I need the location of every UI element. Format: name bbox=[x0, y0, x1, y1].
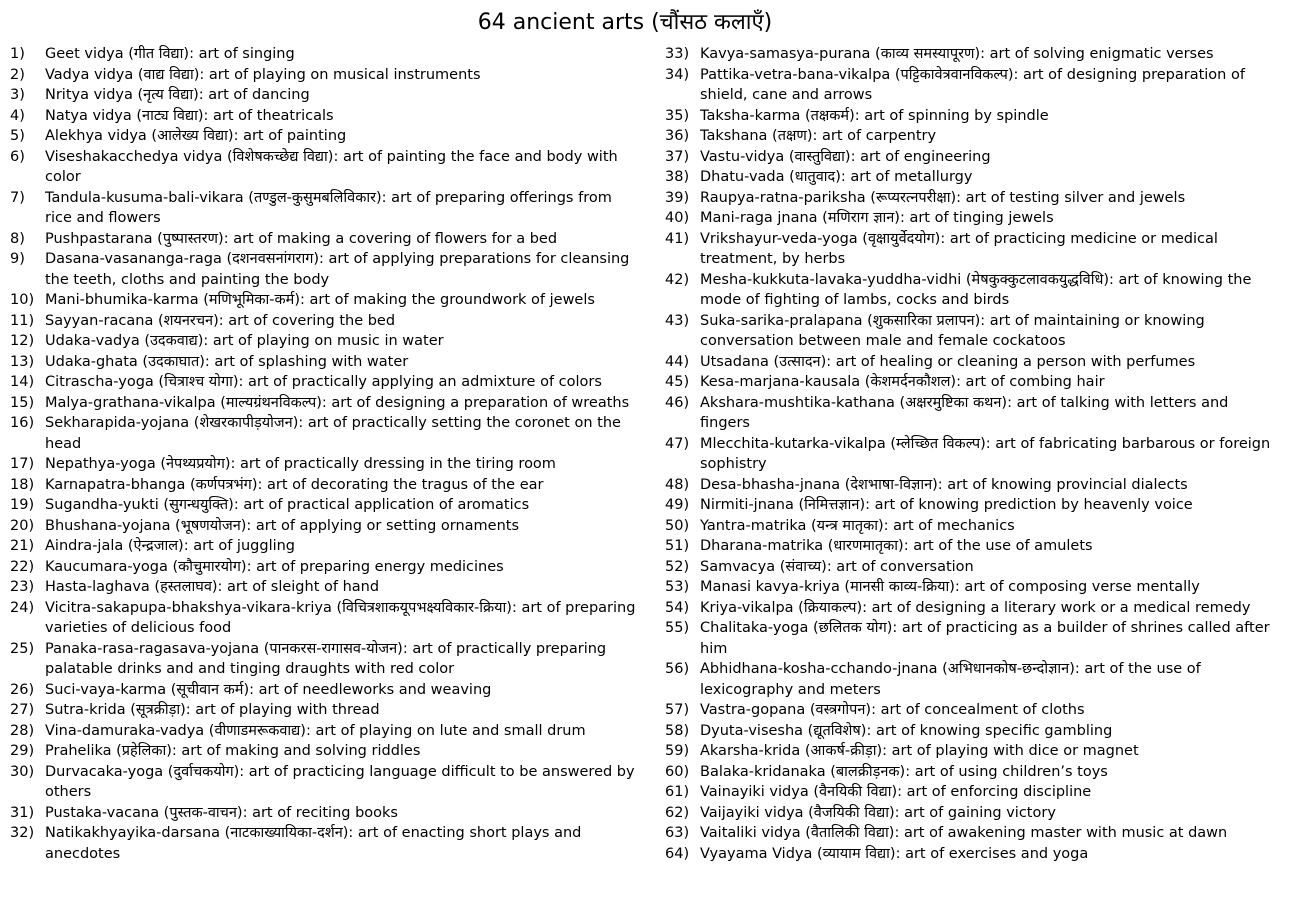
item-number: 50) bbox=[665, 517, 690, 534]
list-item bbox=[665, 782, 1280, 803]
item-number: 39) bbox=[665, 189, 690, 206]
item-number: 41) bbox=[665, 230, 690, 247]
list-item bbox=[665, 434, 1280, 475]
arts-list-left-column bbox=[10, 44, 640, 864]
list-item bbox=[10, 65, 640, 86]
item-text: Suka-sarika-pralapana (शुकसारिका प्रलापन): art of maintaining or knowing conversation between male and female cockatoos bbox=[700, 312, 1205, 349]
list-item bbox=[10, 454, 640, 475]
item-number: 56) bbox=[665, 661, 690, 677]
item-text: Dharana-matrika (धारणमातृका): art of the use of amulets bbox=[700, 538, 1093, 554]
item-text: Balaka-kridanaka (बालक्रीड़नक): art of using children’s toys bbox=[700, 763, 1108, 780]
item-number: 12) bbox=[10, 333, 35, 349]
item-text: Panaka-rasa-ragasava-yojana (पानकरस-रागासव-योजन): art of practically preparing palatable drinks and and tinging draughts with red color bbox=[45, 640, 607, 677]
item-number: 36) bbox=[665, 128, 690, 144]
list-item bbox=[10, 639, 640, 680]
item-number: 48) bbox=[665, 476, 690, 493]
item-text: Nritya vidya (नृत्य विद्या): art of dancing bbox=[45, 87, 310, 103]
item-number: 23) bbox=[10, 579, 35, 595]
list-item bbox=[10, 188, 640, 229]
item-number: 3) bbox=[10, 87, 25, 103]
list-item bbox=[10, 823, 640, 864]
list-item bbox=[665, 208, 1280, 229]
item-number: 26) bbox=[10, 681, 35, 698]
item-text: Dhatu-vada (धातुवाद): art of metallurgy bbox=[700, 169, 973, 185]
item-number: 19) bbox=[10, 497, 35, 513]
list-item bbox=[665, 659, 1280, 700]
list-item bbox=[665, 741, 1280, 762]
item-number: 44) bbox=[665, 353, 690, 370]
item-text: Yantra-matrika (यन्त्र मातृका): art of mechanics bbox=[700, 517, 1015, 534]
list-item bbox=[665, 126, 1280, 147]
list-item bbox=[10, 475, 640, 496]
item-number: 6) bbox=[10, 148, 25, 165]
item-text: Mani-raga jnana (मणिराग ज्ञान): art of tinging jewels bbox=[700, 210, 1054, 226]
item-number: 25) bbox=[10, 640, 35, 657]
list-item bbox=[665, 44, 1280, 65]
list-item bbox=[10, 44, 640, 65]
item-text: Desa-bhasha-jnana (देशभाषा-विज्ञान): art of knowing provincial dialects bbox=[700, 476, 1188, 493]
list-item bbox=[665, 188, 1280, 209]
item-number: 11) bbox=[10, 312, 35, 329]
list-item bbox=[10, 311, 640, 332]
list-item bbox=[665, 270, 1280, 311]
item-number: 57) bbox=[665, 702, 690, 718]
item-text: Pustaka-vacana (पुस्तक-वाचन): art of reciting books bbox=[45, 804, 398, 821]
item-text: Vina-damuraka-vadya (वीणाडमरूकवाद्य): art of playing on lute and small drum bbox=[45, 722, 586, 739]
item-text: Abhidhana-kosha-cchando-jnana (अभिधानकोष-छन्दोज्ञान): art of the use of lexicography and meters bbox=[700, 661, 1201, 698]
item-text: Vastu-vidya (वास्तुविद्या): art of engineering bbox=[700, 148, 991, 165]
item-text: Nirmiti-jnana (निमित्तज्ञान): art of knowing prediction by heavenly voice bbox=[700, 497, 1193, 513]
item-text: Sugandha-yukti (सुगन्धयुक्ति): art of practical application of aromatics bbox=[45, 497, 530, 513]
list-item bbox=[665, 844, 1280, 865]
item-number: 4) bbox=[10, 107, 25, 124]
item-text: Vaitaliki vidya (वैतालिकी विद्या): art of awakening master with music at dawn bbox=[700, 825, 1228, 841]
list-item bbox=[10, 85, 640, 106]
list-item bbox=[10, 700, 640, 721]
item-text: Kavya-samasya-purana (काव्य समस्यापूरण): art of solving enigmatic verses bbox=[700, 46, 1214, 62]
item-text: Vyayama Vidya (व्यायाम विद्या): art of exercises and yoga bbox=[700, 845, 1089, 862]
item-number: 5) bbox=[10, 128, 25, 144]
list-item bbox=[665, 700, 1280, 721]
item-text: Kaucumara-yoga (कौचुमारयोग): art of preparing energy medicines bbox=[45, 558, 504, 575]
item-number: 59) bbox=[665, 743, 690, 759]
item-number: 15) bbox=[10, 394, 35, 411]
item-text: Vrikshayur-veda-yoga (वृक्षायुर्वेदयोग): art of practicing medicine or medical treatment, by herbs bbox=[700, 230, 1218, 267]
item-number: 16) bbox=[10, 415, 35, 431]
item-text: Taksha-karma (तक्षकर्म): art of spinning by spindle bbox=[700, 107, 1049, 124]
item-text: Mlecchita-kutarka-vikalpa (म्लेच्छित विकल्प): art of fabricating barbarous or foreign sophistry bbox=[700, 435, 1271, 472]
list-item bbox=[665, 393, 1280, 434]
list-item bbox=[10, 598, 640, 639]
item-number: 21) bbox=[10, 538, 35, 554]
list-item bbox=[10, 495, 640, 516]
item-text: Takshana (तक्षण): art of carpentry bbox=[700, 128, 937, 144]
item-number: 14) bbox=[10, 374, 35, 390]
item-text: Mesha-kukkuta-lavaka-yuddha-vidhi (मेषकुक्कुटलावकयुद्धविधि): art of knowing the mode of fighting of lambs, cocks and birds bbox=[700, 271, 1252, 308]
item-text: Geet vidya (गीत विद्या): art of singing bbox=[45, 46, 295, 62]
item-number: 8) bbox=[10, 230, 25, 247]
item-text: Vaijayiki vidya (वैजयिकी विद्या): art of gaining victory bbox=[700, 804, 1056, 821]
list-item bbox=[665, 311, 1280, 352]
item-text: Kriya-vikalpa (क्रियाकल्प): art of designing a literary work or a medical remedy bbox=[700, 599, 1251, 616]
item-text: Dyuta-visesha (द्यूतविशेष): art of knowing specific gambling bbox=[700, 722, 1113, 739]
item-number: 2) bbox=[10, 66, 25, 83]
list-item bbox=[10, 229, 640, 250]
item-text: Samvacya (संवाच्य): art of conversation bbox=[700, 558, 974, 575]
item-number: 62) bbox=[665, 804, 690, 821]
item-number: 55) bbox=[665, 620, 690, 636]
list-item bbox=[665, 106, 1280, 127]
item-text: Aindra-jala (ऐन्द्रजाल): art of juggling bbox=[45, 538, 296, 554]
item-number: 61) bbox=[665, 784, 690, 800]
item-number: 10) bbox=[10, 292, 35, 308]
item-number: 47) bbox=[665, 435, 690, 452]
list-item bbox=[10, 393, 640, 414]
list-item bbox=[665, 229, 1280, 270]
item-text: Hasta-laghava (हस्तलाघव): art of sleight of hand bbox=[45, 579, 380, 595]
item-text: Akarsha-krida (आकर्ष-क्रीड़ा): art of playing with dice or magnet bbox=[700, 743, 1139, 759]
item-number: 7) bbox=[10, 189, 25, 206]
item-text: Raupya-ratna-pariksha (रूप्यरत्नपरीक्षा): art of testing silver and jewels bbox=[700, 189, 1186, 206]
list-item bbox=[10, 680, 640, 701]
item-number: 32) bbox=[10, 825, 35, 841]
item-text: Dasana-vasananga-raga (दशनवसनांगराग): art of applying preparations for cleansing the teeth, cloths and painting the body bbox=[45, 251, 630, 288]
item-text: Bhushana-yojana (भूषणयोजन): art of applying or setting ornaments bbox=[45, 517, 520, 534]
list-item bbox=[10, 352, 640, 373]
item-number: 54) bbox=[665, 599, 690, 616]
item-number: 40) bbox=[665, 210, 690, 226]
item-number: 38) bbox=[665, 169, 690, 185]
item-number: 35) bbox=[665, 107, 690, 124]
item-text: Pattika-vetra-bana-vikalpa (पट्टिकावेत्रवानविकल्प): art of designing preparation of shield, cane and arrows bbox=[700, 66, 1245, 103]
item-text: Sayyan-racana (शयनरचन): art of covering the bed bbox=[45, 312, 396, 329]
list-item bbox=[665, 803, 1280, 824]
item-number: 43) bbox=[665, 312, 690, 329]
item-number: 64) bbox=[665, 845, 690, 862]
item-number: 34) bbox=[665, 66, 690, 83]
list-item bbox=[10, 106, 640, 127]
item-text: Natikakhyayika-darsana (नाटकाख्यायिका-दर्शन): art of enacting short plays and anecdotes bbox=[45, 825, 582, 862]
item-number: 30) bbox=[10, 763, 35, 780]
item-number: 13) bbox=[10, 353, 35, 370]
item-text: Udaka-vadya (उदकवाद्य): art of playing on music in water bbox=[45, 333, 444, 349]
item-number: 27) bbox=[10, 702, 35, 718]
list-item bbox=[10, 803, 640, 824]
item-text: Nepathya-yoga (नेपथ्यप्रयोग): art of practically dressing in the tiring room bbox=[45, 456, 556, 472]
list-item bbox=[665, 372, 1280, 393]
item-text: Tandula-kusuma-bali-vikara (तण्डुल-कुसुमबलिविकार): art of preparing offerings from rice and flowers bbox=[45, 189, 612, 226]
item-text: Suci-vaya-karma (सूचीवान कर्म): art of needleworks and weaving bbox=[45, 681, 492, 698]
item-text: Kesa-marjana-kausala (केशमर्दनकौशल): art of combing hair bbox=[700, 374, 1105, 390]
item-text: Manasi kavya-kriya (मानसी काव्य-क्रिया): art of composing verse mentally bbox=[700, 579, 1200, 595]
list-item bbox=[10, 413, 640, 454]
list-item bbox=[10, 372, 640, 393]
list-item bbox=[10, 331, 640, 352]
item-number: 31) bbox=[10, 804, 35, 821]
list-item bbox=[10, 126, 640, 147]
list-item bbox=[665, 762, 1280, 783]
list-item bbox=[665, 598, 1280, 619]
list-item bbox=[665, 577, 1280, 598]
item-text: Malya-grathana-vikalpa (माल्यग्रंथनविकल्प): art of designing a preparation of wreaths bbox=[45, 394, 630, 411]
item-text: Viseshakacchedya vidya (विशेषकच्छेद्य विद्या): art of painting the face and body with color bbox=[45, 148, 618, 185]
list-item bbox=[665, 167, 1280, 188]
item-text: Alekhya vidya (आलेख्य विद्या): art of painting bbox=[45, 128, 347, 144]
item-number: 46) bbox=[665, 394, 690, 411]
list-item bbox=[10, 536, 640, 557]
list-item bbox=[10, 249, 640, 290]
arts-list-right-column bbox=[665, 44, 1280, 864]
item-number: 45) bbox=[665, 374, 690, 390]
list-item bbox=[665, 557, 1280, 578]
item-text: Chalitaka-yoga (छलितक योग): art of practicing as a builder of shrines called after him bbox=[700, 620, 1270, 657]
list-item bbox=[10, 721, 640, 742]
item-text: Prahelika (प्रहेलिका): art of making and solving riddles bbox=[45, 743, 421, 759]
item-text: Vastra-gopana (वस्त्रगोपन): art of concealment of cloths bbox=[700, 702, 1085, 718]
list-item bbox=[665, 618, 1280, 659]
item-number: 33) bbox=[665, 46, 690, 62]
item-number: 9) bbox=[10, 251, 25, 267]
item-number: 52) bbox=[665, 558, 690, 575]
list-item bbox=[10, 577, 640, 598]
item-text: Sutra-krida (सूत्रक्रीड़ा): art of playing with thread bbox=[45, 702, 380, 718]
item-number: 49) bbox=[665, 497, 690, 513]
item-number: 51) bbox=[665, 538, 690, 554]
item-number: 20) bbox=[10, 517, 35, 534]
item-number: 1) bbox=[10, 46, 25, 62]
item-number: 58) bbox=[665, 722, 690, 739]
item-text: Durvacaka-yoga (दुर्वाचकयोग): art of practicing language difficult to be answered by others bbox=[45, 763, 635, 800]
list-item bbox=[10, 516, 640, 537]
item-text: Citrascha-yoga (चित्राश्च योगा): art of practically applying an admixture of colors bbox=[45, 374, 602, 390]
list-item bbox=[665, 352, 1280, 373]
list-item bbox=[665, 65, 1280, 106]
list-item bbox=[665, 536, 1280, 557]
item-number: 28) bbox=[10, 722, 35, 739]
list-item bbox=[10, 762, 640, 803]
list-item bbox=[10, 557, 640, 578]
list-item bbox=[665, 475, 1280, 496]
list-item bbox=[665, 721, 1280, 742]
item-text: Mani-bhumika-karma (मणिभूमिका-कर्म): art of making the groundwork of jewels bbox=[45, 292, 595, 308]
item-number: 29) bbox=[10, 743, 35, 759]
page-title: 64 ancient arts (चौंसठ कलाएँ) bbox=[477, 10, 773, 35]
list-item bbox=[665, 823, 1280, 844]
item-text: Karnapatra-bhanga (कर्णपत्रभंग): art of decorating the tragus of the ear bbox=[45, 476, 544, 493]
list-item bbox=[665, 516, 1280, 537]
item-number: 53) bbox=[665, 579, 690, 595]
item-number: 37) bbox=[665, 148, 690, 165]
item-text: Pushpastarana (पुष्पास्तरण): art of making a covering of flowers for a bed bbox=[45, 230, 558, 247]
list-item bbox=[665, 147, 1280, 168]
item-text: Vadya vidya (वाद्य विद्या): art of playing on musical instruments bbox=[45, 66, 481, 83]
item-text: Udaka-ghata (उदकाघात): art of splashing with water bbox=[45, 353, 409, 370]
list-item bbox=[665, 495, 1280, 516]
item-text: Akshara-mushtika-kathana (अक्षरमुष्टिका कथन): art of talking with letters and fingers bbox=[700, 394, 1229, 431]
item-number: 18) bbox=[10, 476, 35, 493]
item-number: 42) bbox=[665, 271, 690, 288]
item-text: Utsadana (उत्सादन): art of healing or cleaning a person with perfumes bbox=[700, 353, 1196, 370]
item-text: Natya vidya (नाट्य विद्या): art of theatricals bbox=[45, 107, 334, 124]
list-item bbox=[10, 741, 640, 762]
item-text: Vicitra-sakapupa-bhakshya-vikara-kriya (विचित्रशाकयूपभक्ष्यविकार-क्रिया): art of preparing varieties of delicious food bbox=[45, 599, 636, 636]
list-item bbox=[10, 290, 640, 311]
item-number: 63) bbox=[665, 825, 690, 841]
item-text: Sekharapida-yojana (शेखरकापीड़योजन): art of practically setting the coronet on the head bbox=[45, 415, 621, 452]
item-text: Vainayiki vidya (वैनयिकी विद्या): art of enforcing discipline bbox=[700, 784, 1092, 800]
item-number: 60) bbox=[665, 763, 690, 780]
item-number: 17) bbox=[10, 456, 35, 472]
item-number: 22) bbox=[10, 558, 35, 575]
list-item bbox=[10, 147, 640, 188]
item-number: 24) bbox=[10, 599, 35, 616]
